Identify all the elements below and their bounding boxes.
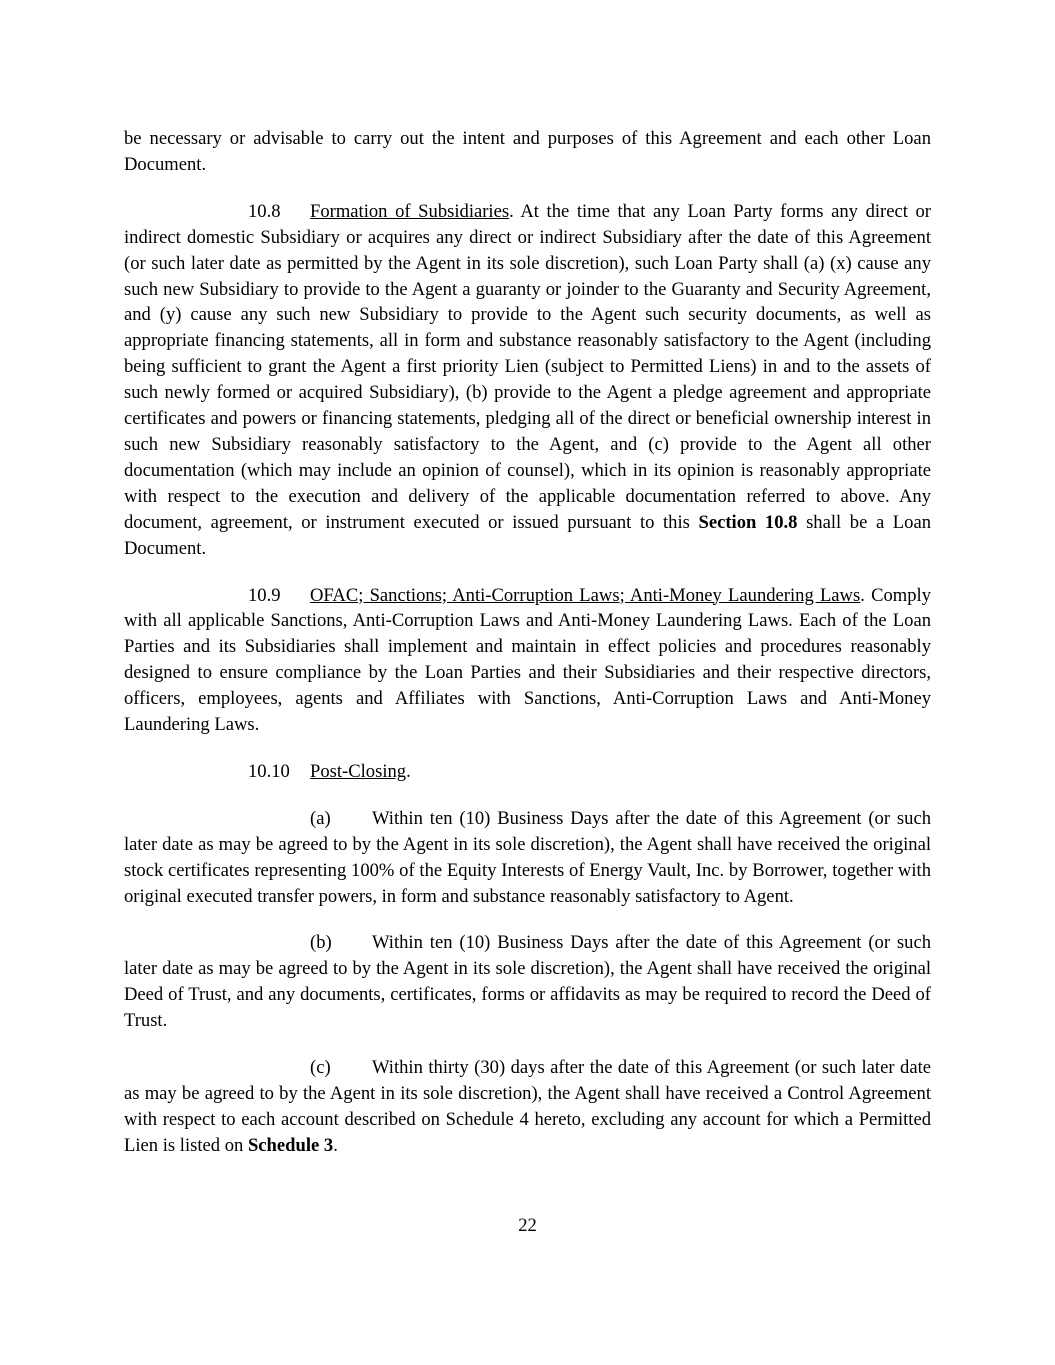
continuation-text: be necessary or advisable to carry out the intent and purposes of this Agreement and each other Loan Document. [124,128,931,175]
document-page [124,126,931,1180]
post-closing-item-a [124,806,931,910]
section-title: Formation of Subsidiaries [310,200,510,222]
section-body: . At the time that any Loan Party forms any direct or indirect domestic Subsidiary or acquires any direct or indirect Subsidiary after the date of this Agreement (or such later date as permitted by the Agent in its sole discretion), such Loan Party shall (a) (x) cause any such new Subsidiary to provide to the Agent a guaranty or joinder to the Guaranty and Security Agreement, and (y) cause any such new Subsidiary to provide to the Agent such security documents, as well as appropriate financing statements, all in form and substance reasonably satisfactory to the Agent (including being sufficient to grant the Agent a first priority Lien (subject to Permitted Liens) in and to the assets of such newly formed or acquired Subsidiary), (b) provide to the Agent a pledge agreement and appropriate certificates and powers or financing statements, pledging all of the direct or beneficial ownership interest in such new Subsidiary reasonably satisfactory to the Agent, and (c) provide to the Agent all other documentation (which may include an opinion of counsel), which in its opinion is reasonably appropriate with respect to the execution and delivery of the applicable documentation referred to above. Any document, agreement, or instrument executed or issued pursuant to this [124,200,932,533]
item-body: Within ten (10) Business Days after the date of this Agreement (or such later date as may be agreed to by the Agent in its sole discretion), the Agent shall have received the original stock certificates representing 100% of the Equity Interests of Energy Vault, Inc. by Borrower, together with original executed transfer powers, in form and substance reasonably satisfactory to Agent. [124,807,931,907]
section-title-period: . [406,760,411,782]
section-number: 10.9 [248,584,281,606]
page-number: 22 [518,1215,537,1236]
section-title: OFAC; Sanctions; Anti-Corruption Laws; Anti-Money Laundering Laws [310,584,861,606]
section-10-8 [124,199,931,562]
section-title: Post-Closing [310,760,407,782]
section-number: 10.10 [248,760,290,782]
post-closing-item-b [124,930,931,1034]
item-label: (b) [310,932,332,954]
section-body-end: shall be a Loan Document. [124,511,931,559]
section-reference: Section 10.8 [698,511,798,533]
item-body: Within ten (10) Business Days after the date of this Agreement (or such later date as may be agreed to by the Agent in its sole discretion), the Agent shall have received the original Deed of Trust, and any documents, certificates, forms or affidavits as may be required to record the Deed of Trust. [124,932,931,1032]
item-end: . [333,1134,338,1156]
section-10-9 [124,583,931,738]
item-body: Within thirty (30) days after the date of this Agreement (or such later date as may be agreed to by the Agent in its sole discretion), the Agent shall have received a Control Agreement with respect to each account described on Schedule 4 hereto, excluding any account for which a Permitted Lien is listed on [124,1057,931,1156]
post-closing-item-c [124,1055,931,1159]
continuation-paragraph [124,126,931,178]
item-label: (c) [310,1057,331,1079]
schedule-reference: Schedule 3 [247,1134,334,1156]
item-label: (a) [310,807,331,829]
section-number: 10.8 [248,200,281,222]
section-body: . Comply with all applicable Sanctions, Anti-Corruption Laws and Anti-Money Laundering Laws. Each of the Loan Parties and its Subsidiaries shall implement and maintain in effect policies and procedures reasonably designed to ensure compliance by the Loan Parties and their Subsidiaries and their respective directors, officers, employees, agents and Affiliates with Sanctions, Anti-Corruption Laws and Anti-Money Laundering Laws. [124,584,932,736]
section-10-10 [124,759,931,785]
